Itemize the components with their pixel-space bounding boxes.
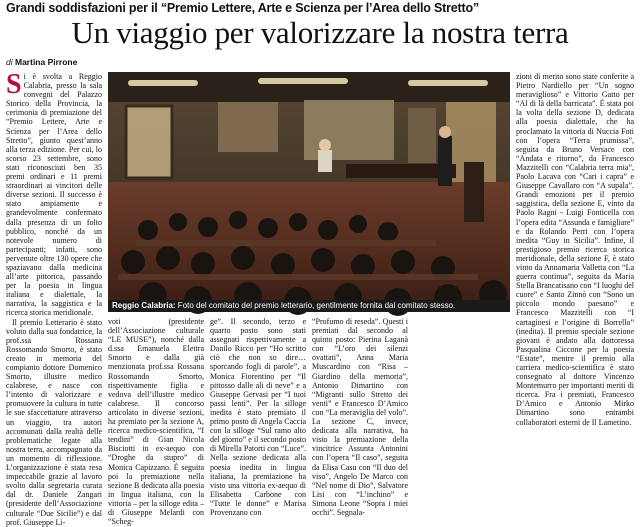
paragraph-founder: Il premio Letterario è stato voluto dalla sua fondatrice, la prof.ssa Rossana Rossomando Smorto, è stato creato in memoria del compianto dottore Domenico Smorto, illustre medico calabrese, e nasce con l’intento di valorizzare e promuovere la cultura in tutte le sue sfaccettature attraverso un viaggio, tra autori accomunati dalla realtà delle problematiche legate alla nostra terra, accompagnato da un momento di riflessione. L’organizzazione è stata resa impeccabile grazie al lavoro svolto dalla segretaria curata dal dr. Daniele Zangari (presidente dell’Associazione culturale “Due Sicilie”) e dal prof. Giuseppe Li-: [6, 317, 102, 527]
byline: [6, 57, 77, 67]
article-column-6: [516, 72, 634, 427]
paragraph-col4: “Profumo di reseda”. Questi i premiati dal secondo al quinto posto: Pierina Laganà con “L’oro dei silenzi ovattati”, Anna Maria Muscardino con “Risa – Giardino della memoria”, Antonio Dimartino con “Migranti sullo Stretto dei venti” e Francesco D’Amico con “La meraviglia del volo”. La sezione C, invece, dedicata alla narrativa, ha visto la premiazione della vincitrice Assunta Antonini con l’opera “Il caso”, seguita da Elisa Casu con “Il duo del viso”, Angelo De Marco con “Nel nome di Dio”, Salvatore Lisi con “L’inchino” e Simona Leone “Sopra i miei occhi”. Segnala-: [312, 317, 408, 517]
paragraph-intro: i è svolta a Reggio Calabria, presso la sala convegni del Palazzo Storico della Provincia, la cerimonia di premiazione del “Premio Lettere, Arte e Scienza per l’Area dello Stretto”, giunto quest’anno alla terza edizione. Per cui, lo scorso 23 settembre, sono stati riconosciuti ben 35 premi ordinari e 11 premi straordinari ai vincitori delle diverse sezioni. Il successo è stato ampiamente e grandevolmente confermato dalla presenza di un folto pubblico, nonché da un notevole numero di partecipanti; infatti, sono pervenute oltre 130 opere che spaziavano dalla medicina all’arte pittorica, passando per la poesia in lingua italiana e dialettale, la narrativa, la saggistica e la ricerca storica meridionale.: [6, 72, 102, 318]
paragraph-col6: zioni di merito sono state conferite a Pietro Nardiello per “Un sogno meraviglioso” e Vittorio Gatto per “Al di là della barricata”. È stata poi la volta della sezione D, dedicata alla poesia dialettale, che ha proclamato la vittoria di Nuccia Foti con l’opera “Terra prumissa”, seguita da Bruno Versace con “Andata e ritorno”, da Francesco Mazzitelli con “Calabria terra mia”, Paolo Lacava con “Cari i capra” e Giuseppe Cavallaro con “A supala”. Grandi emozioni per il premio saggistica, della sezione E, vinto da Paolo Ragni - Luigi Fonticella con l’opera edita “Assunda e famigliare” e da Rolando Perri con l’opera inedita “Guy in Sicilia”. Infine, il prestigioso premio ricerca storica meridionale, della sezione F, è stato vinto da Annamaria Valletta con “La guerra continua”, seguita da Maria Stella Brancatisano con “I luoghi del cuore” e Santo Zinnò con “Sono un piccolo mondo paesano” e Francesco Mazzitelli con “I cartaginesi e l’origine di Borrello” (inedita). Il premio speciale sezione giovani è andato alla dottoressa Pasqualina Ciccone per la poesia “Estate”, mentre il premio alla carriera medico-scientifica è stato consegnato al dottore Vincenzo Montemurro per importanti meriti di ricerca. Fra i premiati, Francesco D’Amico e Antonio Mirko Dimartino sono entrambi collaboratori esterni de Il Lametino.: [516, 72, 634, 427]
article-column-1: [6, 69, 102, 527]
caption-text: Foto del comitato del premio letterario, gentilmente fornita dal comitato stesso.: [175, 301, 456, 310]
byline-author: Martina Pirrone: [15, 57, 78, 67]
headline: Un viaggio per valorizzare la nostra terra: [71, 15, 569, 50]
event-photo: [108, 72, 510, 312]
kicker-line: Grandi soddisfazioni per il “Premio Lettere, Arte e Scienza per l’Area dello Stretto”: [6, 1, 479, 15]
photo-caption: [108, 300, 510, 312]
paragraph-col3: ge”. Il secondo, terzo e quarto posto sono stati assegnati rispettivamente a Danilo Ricco per “Ho scritto ciò che non so dire… sporcando fogli di parole”, a Monica Fiorentino per “Il pittosso dalle ali di neve” e a Giuseppe Gervasi per “I tuoi passi lenti”. Per la silloge inedita è stato premiato il primo posto di Angela Caccia con la silloge “Sul ramo alto del giorno” e il secondo posto di Mirella Patorti con “Luce”. Nella sezione dedicata alla poesia inedita in lingua italiana, la premiazione ha visto una vittoria ex-aequo di Elisabetta Carbone con “Tutte le donne” e Marisa Provenzano con: [210, 317, 306, 517]
paragraph-col2: voti (presidente dell’Associazione culturale “LE MUSE”), nonché dalla d.ssa Emanuela Elettra Smorto e dalla già menzionata prof.ssa Rossana Rossomando Smorto, rispettivamente figlia e vedova dell’illustre medico calabrese. Il concorso articolato in diverse sezioni, ha premiato per la sezione A, ricerca medico-scientifica, “I tendini” di Gian Nicola Bisciotti in ex-aequo con “Droghe da stupro” di Monica Capizzano. È seguita poi la premiazione nella sezione B dedicata alla poesia in lingua italiana, con la vittoria – per la silloge edita – di Giuseppe Melardi con “Scheg-: [108, 317, 204, 527]
caption-lead: Reggio Calabria:: [112, 301, 176, 310]
drop-cap: S: [6, 69, 22, 100]
article-column-2: [108, 317, 204, 527]
article-column-3: [210, 317, 306, 517]
byline-prefix: di: [6, 57, 13, 67]
article-column-4: [312, 317, 408, 517]
conference-hall-illustration: [108, 72, 510, 312]
